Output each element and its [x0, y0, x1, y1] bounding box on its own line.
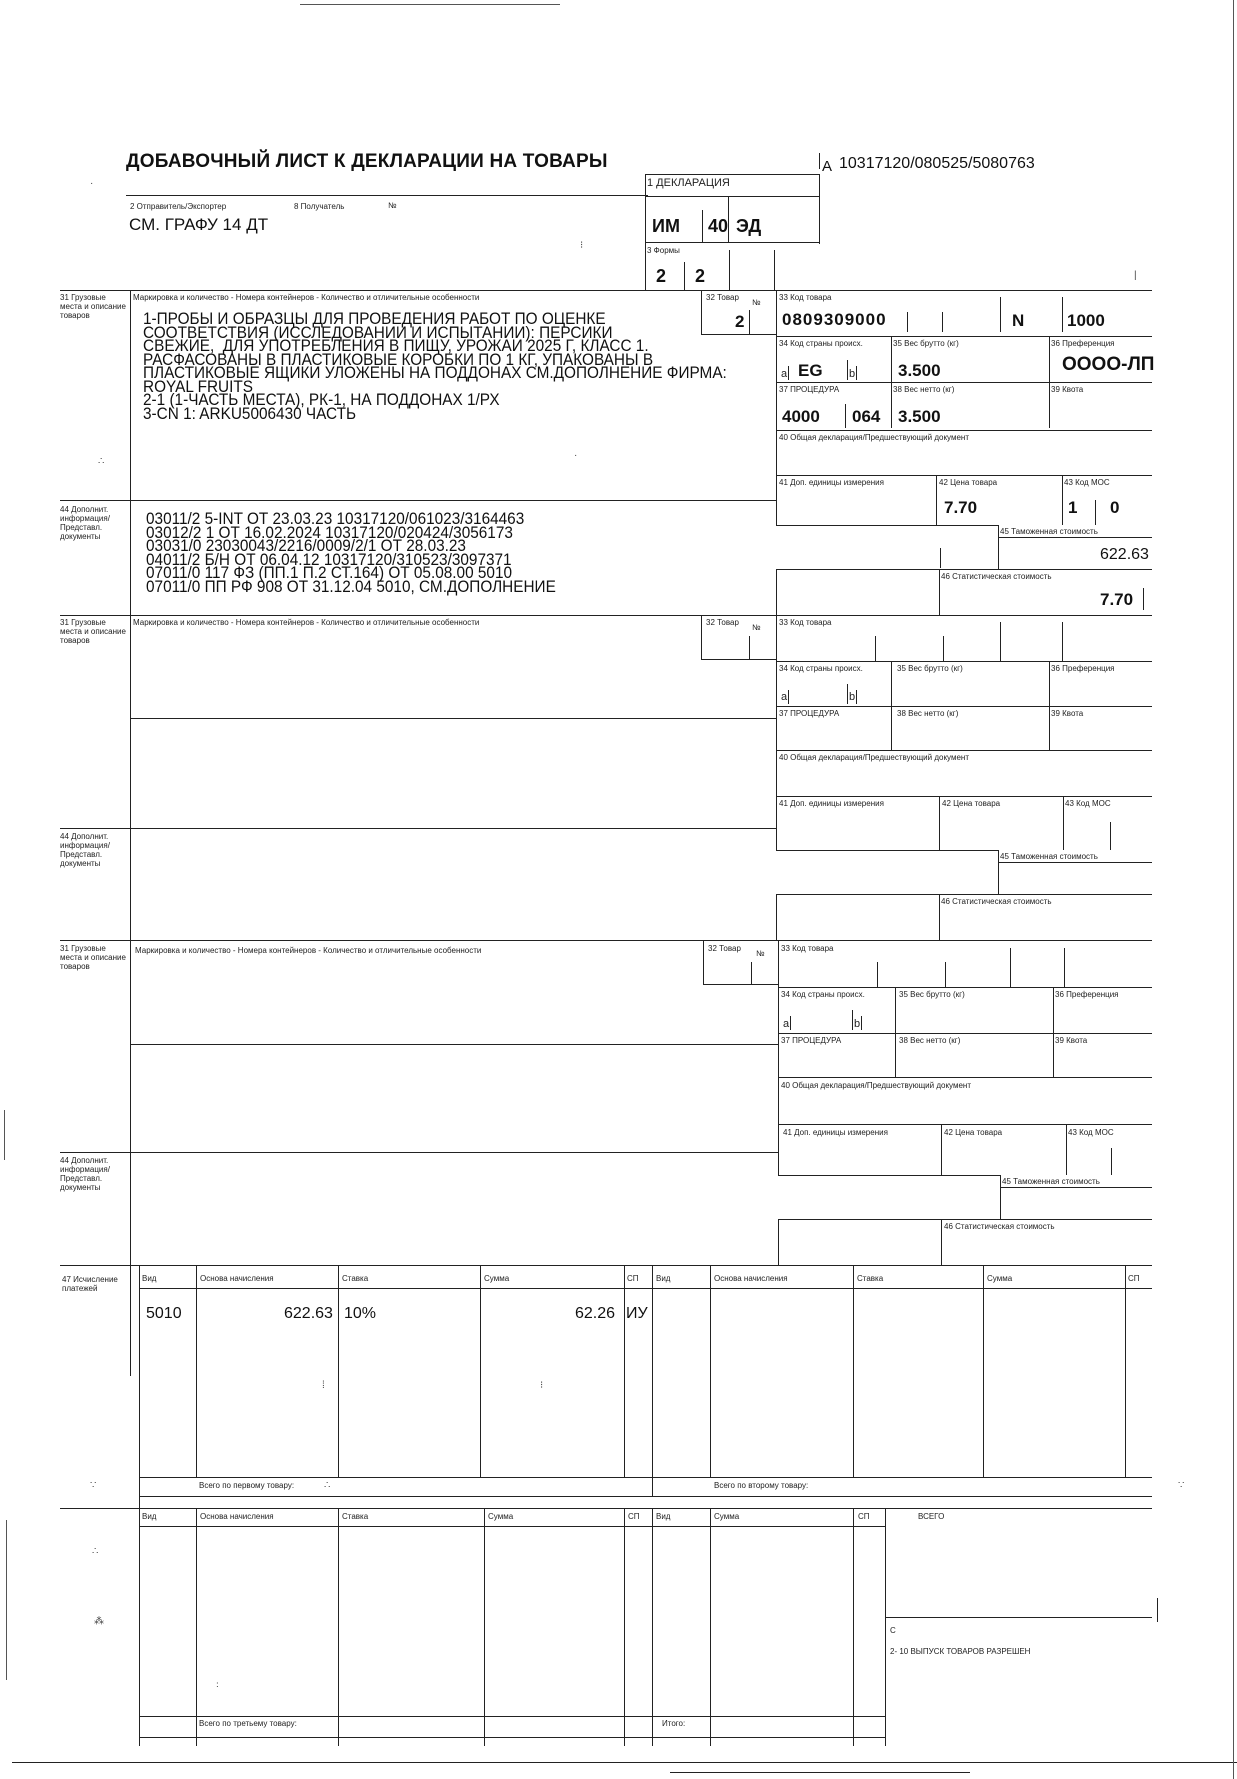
box45-label-3: 45 Таможенная стоимость	[1002, 1177, 1100, 1186]
box34-label-3: 34 Код страны происх.	[781, 990, 865, 999]
box34-sub-b: b	[849, 368, 856, 380]
declaration-label: 1 ДЕКЛАРАЦИЯ	[647, 177, 730, 189]
box38-label-3: 38 Вес нетто (кг)	[899, 1036, 961, 1045]
box37-label-2: 37 ПРОЦЕДУРА	[779, 709, 840, 718]
payments-sp-header-2: СП	[1128, 1274, 1140, 1283]
item-number: 2	[735, 312, 745, 331]
sender-label: 2 Отправитель/Экспортер	[130, 202, 227, 211]
item-price: 7.70	[944, 498, 978, 517]
box46-label-2: 46 Статистическая стоимость	[941, 897, 1052, 906]
declaration-type-3: ЭД	[736, 216, 762, 236]
box40-label-2: 40 Общая декларация/Предшествующий документ	[779, 753, 969, 762]
box38-label: 38 Вес нетто (кг)	[893, 385, 955, 394]
payments-sp-header: СП	[627, 1274, 639, 1283]
declaration-type-2: 40	[708, 216, 729, 236]
bottom-rate-header: Ставка	[342, 1512, 369, 1521]
box32-label: 32 Товар	[706, 293, 739, 302]
box42-label: 42 Цена товара	[939, 478, 998, 487]
statistical-value: 7.70	[1100, 590, 1134, 609]
box34-sub-a-3: a	[783, 1018, 790, 1030]
payments-sum-header: Сумма	[484, 1274, 510, 1283]
payments-base-header: Основа начисления	[200, 1274, 274, 1283]
total-first-good: Всего по первому товару:	[199, 1481, 295, 1490]
box32-label-2: 32 Товар	[706, 618, 739, 627]
registration-number: 10317120/080525/5080763	[839, 155, 1035, 172]
box32-no: №	[752, 298, 761, 307]
box40-label-3: 40 Общая декларация/Предшествующий документ	[781, 1081, 971, 1090]
commodity-code-n: N	[1012, 311, 1025, 330]
box41-label: 41 Доп. единицы измерения	[779, 478, 884, 487]
gross-weight: 3.500	[898, 361, 941, 380]
documents-list: 03011/2 5-INT ОТ 23.03.23 10317120/061023/3164463 03012/2 1 ОТ 16.02.2024 10317120/020424/3056173 03031/0 23030043/2216/0009/2/1 ОТ 28.03.23 04011/2 Б/Н ОТ 06.04.12 10317120/310523/3097371 07011/0 117 ФЗ (ПП.1 П.2 СТ.164) ОТ 05.08.00 5010 07011/0 ПП РФ 908 ОТ 31.12.04 5010, СМ.ДОПОЛНЕНИЕ	[146, 510, 556, 596]
form-sheet: 2	[656, 266, 667, 286]
net-weight: 3.500	[898, 407, 941, 426]
bottom-sum-header-2: Сумма	[714, 1512, 740, 1521]
payment-rate: 10%	[344, 1305, 377, 1322]
box33-label: 33 Код товара	[779, 293, 832, 302]
receiver-no-label: №	[388, 201, 397, 210]
box32-no-3: №	[756, 949, 765, 958]
box34-label-2: 34 Код страны происх.	[779, 664, 863, 673]
payment-sp: ИУ	[626, 1305, 648, 1322]
payments-rate-header: Ставка	[342, 1274, 369, 1283]
bottom-sp-header-2: СП	[858, 1512, 870, 1521]
receiver-label: 8 Получатель	[294, 202, 345, 211]
box44-label: 44 Дополнит. информация/ Представл. документы	[60, 505, 110, 541]
box39-label-2: 39 Квота	[1051, 709, 1084, 718]
bottom-vid-header-2: Вид	[656, 1512, 671, 1521]
procedure-code-2: 064	[852, 407, 881, 426]
box40-label: 40 Общая декларация/Предшествующий документ	[779, 433, 969, 442]
mos-code-2: 0	[1110, 498, 1120, 517]
goods-description: 1-ПРОБЫ И ОБРАЗЦЫ ДЛЯ ПРОВЕДЕНИЯ РАБОТ ПО ОЦЕНКЕ СООТВЕТСТВИЯ (ИССЛЕДОВАНИИ И ИСПЫТАНИИ): ПЕРСИКИ СВЕЖИЕ, ДЛЯ УПОТРЕБЛЕНИЯ В ПИЩУ, УРОЖАИ 2025 Г, КЛАСС 1. РАСФАСОВАНЫ В ПЛАСТИКОВЫЕ КОРОБКИ ПО 1 КГ, УПАКОВАНЫ В ПЛАСТИКОВЫЕ ЯЩИКИ УЛОЖЕНЫ НА ПОДДОНАХ СМ.ДОПОЛНЕНИЕ ФИРМА: ROYAL FRUITS 2-1 (1-ЧАСТЬ МЕСТА), РК-1, НА ПОДДОНАХ 1/РХ 3-CN 1: ARKU5006430 ЧАСТЬ	[143, 310, 727, 423]
payments-vid-header-2: Вид	[656, 1274, 671, 1283]
release-permitted: 2- 10 ВЫПУСК ТОВАРОВ РАЗРЕШЕН	[890, 1647, 1031, 1656]
forms-label: 3 Формы	[647, 246, 680, 255]
box47-label: 47 Исчисление платежей	[62, 1275, 118, 1293]
form-total: 2	[695, 266, 706, 286]
box36-label: 36 Преференция	[1051, 339, 1115, 348]
customs-value: 622.63	[1100, 546, 1149, 563]
page-title: ДОБАВОЧНЫЙ ЛИСТ К ДЕКЛАРАЦИИ НА ТОВАРЫ	[126, 151, 608, 172]
box32-no-2: №	[752, 623, 761, 632]
procedure-code-1: 4000	[782, 407, 820, 426]
box39-label: 39 Квота	[1051, 385, 1084, 394]
origin-country: EG	[798, 361, 823, 380]
bottom-base-header: Основа начисления	[200, 1512, 274, 1521]
mos-code-1: 1	[1068, 498, 1078, 517]
box34-sub-a: a	[781, 368, 788, 380]
grand-total-label: ВСЕГО	[918, 1512, 945, 1521]
box37-label-3: 37 ПРОЦЕДУРА	[781, 1036, 842, 1045]
box33-label-2: 33 Код товара	[779, 618, 832, 627]
total-second-good: Всего по второму товару:	[714, 1481, 809, 1490]
c-mark: С	[890, 1626, 896, 1635]
payment-base: 622.63	[284, 1305, 333, 1322]
box34-label: 34 Код страны происх.	[779, 339, 863, 348]
box45-label-2: 45 Таможенная стоимость	[1000, 852, 1098, 861]
box41-label-3: 41 Доп. единицы измерения	[783, 1128, 888, 1137]
box45-label: 45 Таможенная стоимость	[1000, 527, 1098, 536]
box42-label-2: 42 Цена товара	[942, 799, 1001, 808]
box35-label: 35 Вес брутто (кг)	[893, 339, 959, 348]
reg-prefix: A	[822, 158, 833, 175]
commodity-code: 0809309000	[782, 310, 887, 329]
box33-label-3: 33 Код товара	[781, 944, 834, 953]
box34-sub-b-3: b	[854, 1018, 861, 1030]
box34-sub-a-2: a	[781, 691, 788, 703]
total-third-good: Всего по третьему товару:	[199, 1719, 297, 1728]
preference-code: ОООО-ЛП	[1062, 354, 1155, 375]
box43-label-3: 43 Код МОС	[1068, 1128, 1114, 1137]
payments-base-header-2: Основа начисления	[714, 1274, 788, 1283]
box31-header: Маркировка и количество - Номера контейнеров - Количество и отличительные особенности	[133, 293, 480, 302]
payment-type: 5010	[146, 1305, 182, 1322]
payments-sum-header-2: Сумма	[987, 1274, 1013, 1283]
payment-sum: 62.26	[575, 1305, 616, 1322]
commodity-code-extra: 1000	[1067, 311, 1105, 330]
bottom-vid-header: Вид	[142, 1512, 157, 1521]
box34-sub-b-2: b	[849, 691, 856, 703]
box35-label-3: 35 Вес брутто (кг)	[899, 990, 965, 999]
box44-label-3: 44 Дополнит. информация/ Представл. документы	[60, 1156, 110, 1192]
box39-label-3: 39 Квота	[1055, 1036, 1088, 1045]
box31-header-2: Маркировка и количество - Номера контейнеров - Количество и отличительные особенности	[133, 618, 480, 627]
box31-header-3: Маркировка и количество - Номера контейнеров - Количество и отличительные особенности	[135, 946, 482, 955]
sender-value: СМ. ГРАФУ 14 ДТ	[129, 215, 269, 234]
box41-label-2: 41 Доп. единицы измерения	[779, 799, 884, 808]
payments-rate-header-2: Ставка	[857, 1274, 884, 1283]
box43-label-2: 43 Код МОС	[1065, 799, 1111, 808]
box43-label: 43 Код МОС	[1064, 478, 1110, 487]
grand-total-itogo: Итого:	[662, 1719, 686, 1728]
box31-label-2: 31 Грузовые места и описание товаров	[60, 618, 126, 645]
bottom-sum-header: Сумма	[488, 1512, 514, 1521]
box31-label: 31 Грузовые места и описание товаров	[60, 293, 126, 320]
box31-label-3: 31 Грузовые места и описание товаров	[60, 944, 126, 971]
box42-label-3: 42 Цена товара	[944, 1128, 1003, 1137]
box36-label-3: 36 Преференция	[1055, 990, 1119, 999]
box46-label-3: 46 Статистическая стоимость	[944, 1222, 1055, 1231]
box32-label-3: 32 Товар	[708, 944, 741, 953]
box35-label-2: 35 Вес брутто (кг)	[897, 664, 963, 673]
bottom-sp-header: СП	[628, 1512, 640, 1521]
box46-label: 46 Статистическая стоимость	[941, 572, 1052, 581]
box37-label: 37 ПРОЦЕДУРА	[779, 385, 840, 394]
payments-vid-header: Вид	[142, 1274, 157, 1283]
box44-label-2: 44 Дополнит. информация/ Представл. документы	[60, 832, 110, 868]
box38-label-2: 38 Вес нетто (кг)	[897, 709, 959, 718]
declaration-type-1: ИМ	[652, 216, 680, 236]
box36-label-2: 36 Преференция	[1051, 664, 1115, 673]
